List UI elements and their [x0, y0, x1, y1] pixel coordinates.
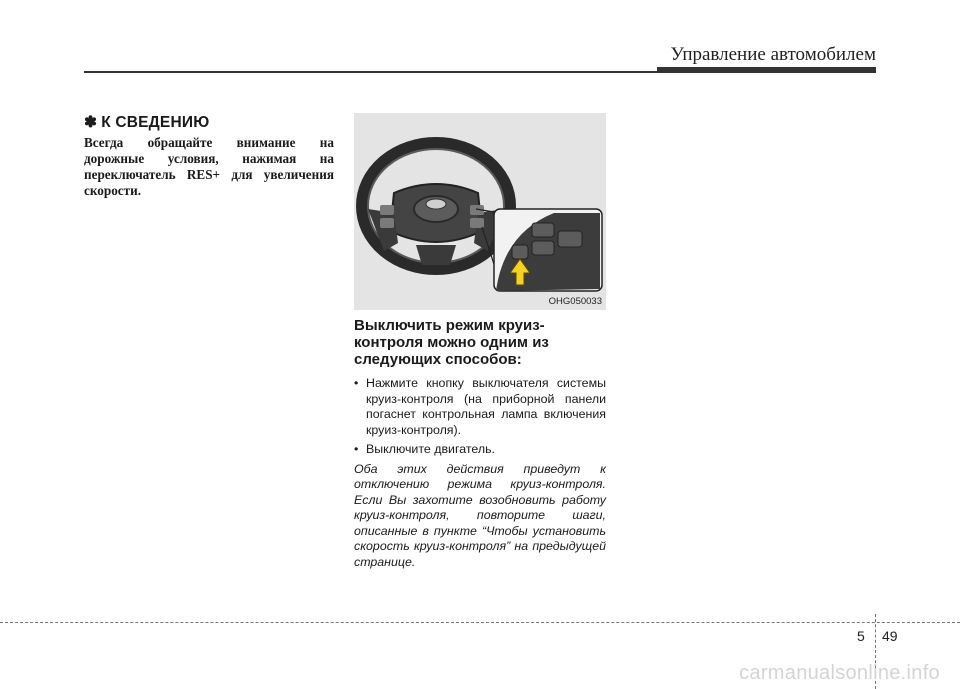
- section-heading: Выключить режим круиз-контроля можно одним из следующих способов:: [354, 317, 549, 368]
- info-note-title: К СВЕДЕНИЮ: [101, 114, 210, 131]
- note-star-icon: ✽: [84, 114, 98, 131]
- figure-code: OHG050033: [548, 296, 602, 307]
- info-note-heading: [84, 113, 334, 132]
- info-note: [84, 113, 334, 199]
- list-item: [354, 376, 606, 438]
- header-rule-accent: [657, 67, 876, 73]
- info-note-body: Всегда обращайте внимание на дорожные условия, нажимая на переключатель RES+ для увеличения скорости.: [84, 135, 334, 198]
- watermark: carmanualsonline.info: [739, 662, 940, 684]
- list-item: [354, 442, 606, 458]
- steering-wheel-figure: [354, 113, 606, 310]
- bullet-icon: •: [354, 442, 359, 456]
- section-number: 5: [857, 628, 865, 644]
- page-header-title: Управление автомобилем: [670, 44, 876, 65]
- cruise-off-section: [354, 317, 606, 570]
- list-item-text: Выключите двигатель.: [366, 442, 495, 456]
- bullet-icon: •: [354, 376, 359, 390]
- page-number: 49: [882, 628, 898, 644]
- steering-wheel-illustration: [354, 113, 606, 310]
- footer-rule: [0, 622, 960, 623]
- list-item-text: Нажмите кнопку выключателя системы круиз-контроля (на приборной панели погаснет контрольная лампа включения круиз-контроля).: [366, 376, 606, 437]
- section-note: Оба этих действия приведут к отключению режима круиз-контроля. Если Вы захотите возобновить работу круиз-контроля, повторите шаги, описанные в пункте “Чтобы установить скорость круиз-контроля” на предыдущей странице.: [354, 461, 606, 569]
